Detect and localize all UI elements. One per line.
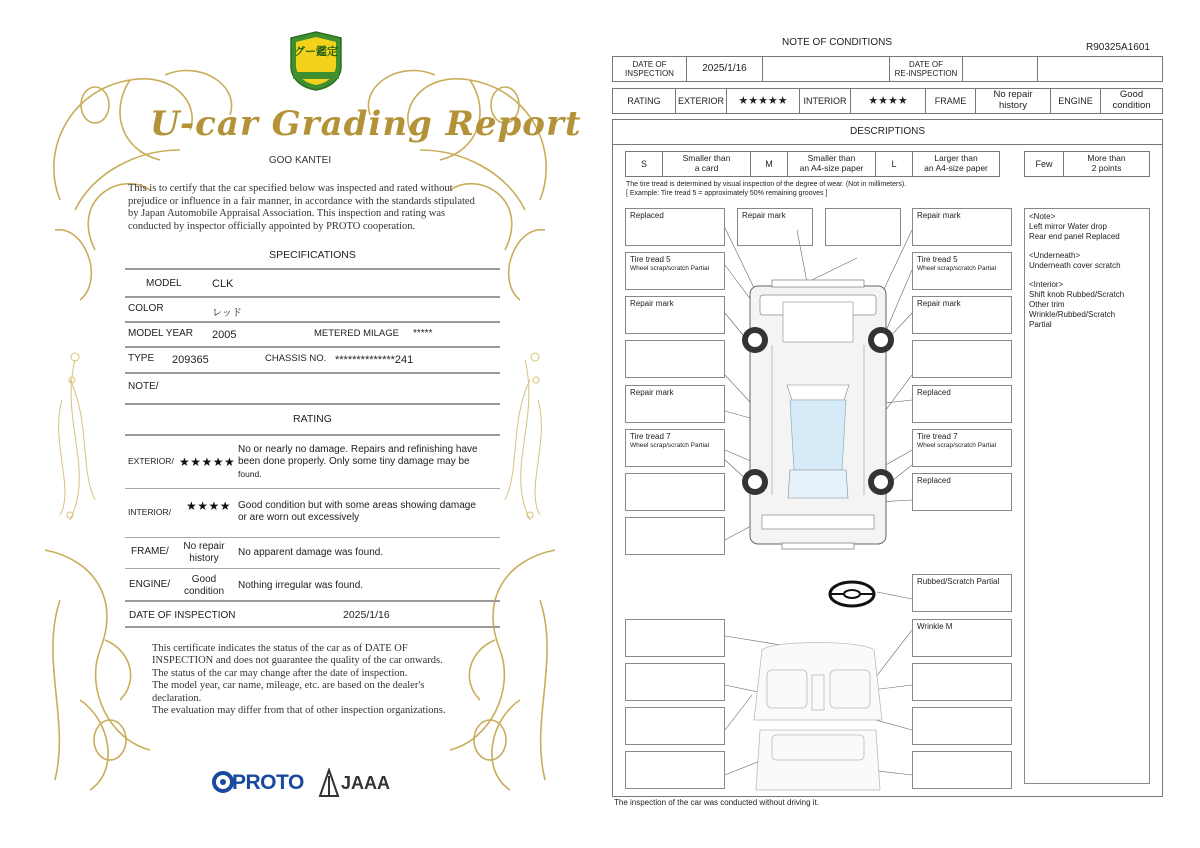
- left-box: [625, 340, 725, 378]
- right-box: Repair mark: [912, 296, 1012, 334]
- legend-l-desc: Larger than an A4-size paper: [912, 151, 1000, 177]
- car-interior-view: [754, 643, 882, 791]
- left-box: Tire tread 5 Wheel scrap/scratch Partial: [625, 252, 725, 290]
- proto-logo: PROTO: [232, 771, 304, 794]
- color-value: レッド: [212, 308, 242, 319]
- interior-label: INTERIOR/: [128, 507, 171, 517]
- exterior-description: No or nearly no damage. Repairs and refinishing have been done properly. Only some tiny damage may be found.: [238, 444, 478, 479]
- jaaa-logo-icon: [318, 768, 340, 798]
- engine-value: Good condition: [1100, 88, 1163, 114]
- divider: [125, 296, 500, 298]
- right-box: Tire tread 7 Wheel scrap/scratch Partial: [912, 429, 1012, 467]
- divider: [125, 488, 500, 489]
- certificate-disclaimer: This certificate indicates the status of the car as of DATE OF INSPECTION and does not guarantee the quality of the car onwards. The status of the car may change after the date of inspection. The model year, car name, mileage, etc. are based on the dealer's declaration. The evaluation may differ from that of other inspection organizations.: [152, 643, 446, 717]
- right-box: [912, 340, 1012, 378]
- note-line: Rear end panel Replaced: [1029, 232, 1120, 241]
- model-year-value: 2005: [212, 329, 237, 341]
- interior-right-box: [912, 663, 1012, 701]
- divider: [125, 372, 500, 374]
- legend-m-desc: Smaller than an A4-size paper: [787, 151, 876, 177]
- divider: [125, 268, 500, 270]
- exterior-stars: ★★★★★: [179, 455, 236, 469]
- conditions-title: NOTE OF CONDITIONS: [782, 37, 892, 48]
- interior-left-box: [625, 663, 725, 701]
- interior-right-box: [912, 707, 1012, 745]
- left-box: Tire tread 7 Wheel scrap/scratch Partial: [625, 429, 725, 467]
- legend-m: M: [750, 151, 788, 177]
- note-line: Other trim: [1029, 300, 1065, 309]
- exterior-stars: ★★★★★: [726, 88, 800, 114]
- note-line: Wrinkle/Rubbed/Scratch: [1029, 310, 1116, 319]
- exterior-label: EXTERIOR: [675, 88, 727, 114]
- divider: [125, 321, 500, 323]
- legend-l: L: [875, 151, 913, 177]
- right-box: Tire tread 5 Wheel scrap/scratch Partial: [912, 252, 1012, 290]
- chassis-value: **************241: [335, 354, 414, 366]
- certificate-title: U-car Grading Report: [150, 104, 582, 144]
- right-box: Replaced: [912, 473, 1012, 511]
- exterior-label: EXTERIOR/: [128, 456, 174, 466]
- date-reinspection-label: DATE OF RE-INSPECTION: [889, 56, 963, 82]
- note-line: Partial: [1029, 320, 1052, 329]
- engine-description: Nothing irregular was found.: [238, 580, 364, 591]
- legend-few-desc: More than 2 points: [1063, 151, 1150, 177]
- frame-description: No apparent damage was found.: [238, 547, 384, 558]
- frame-label: FRAME/: [131, 546, 169, 557]
- legend-s: S: [625, 151, 663, 177]
- legend-few: Few: [1024, 151, 1064, 177]
- interior-stars: ★★★★: [186, 499, 232, 513]
- top-box-repair-mark: Repair mark: [737, 208, 813, 246]
- note-line: Left mirror Water drop: [1029, 222, 1107, 231]
- divider: [125, 626, 500, 628]
- blank-cell: [762, 56, 890, 82]
- left-box: Repair mark: [625, 385, 725, 423]
- reference-number: R90325A1601: [1086, 42, 1150, 53]
- note-line: <Note>: [1029, 212, 1056, 221]
- frame-value: No repair history: [975, 88, 1051, 114]
- right-box: Replaced: [912, 385, 1012, 423]
- interior-left-box: [625, 619, 725, 657]
- left-box: [625, 473, 725, 511]
- engine-value: Good condition: [183, 574, 225, 597]
- certificate-intro: This is to certify that the car specified below was inspected and rated without prejudice or influence in a fair manner, in accordance with the standards stipulated by Japan Automobile Appraisal Association. This inspection and rating was conducted by inspector officially appointed by PROTO cooperation.: [128, 183, 475, 232]
- type-value: 209365: [172, 354, 209, 366]
- steering-note-box: Rubbed/Scratch Partial: [912, 574, 1012, 612]
- divider: [125, 568, 500, 569]
- legend-s-desc: Smaller than a card: [662, 151, 751, 177]
- left-box: [625, 517, 725, 555]
- top-box-blank: [825, 208, 901, 246]
- rating-heading: RATING: [293, 413, 332, 425]
- metered-mileage-value: *****: [413, 328, 433, 339]
- model-value: CLK: [212, 278, 234, 290]
- notes-list: [1029, 212, 1145, 330]
- note-line: Underneath cover scratch: [1029, 261, 1121, 270]
- frame-value: No repair history: [183, 541, 225, 564]
- note-line: [1029, 242, 1145, 251]
- certificate-subtitle: GOO KANTEI: [268, 155, 332, 166]
- type-label: TYPE: [128, 353, 155, 364]
- date-of-inspection-value: 2025/1/16: [343, 609, 390, 621]
- tire-tread-note: The tire tread is determined by visual inspection of the degree of wear. (Not in millimeters). [ Example: Tire tread 5 = approximately 50% remaining grooves ]: [626, 181, 907, 197]
- divider: [125, 346, 500, 348]
- left-box: Replaced: [625, 208, 725, 246]
- conditions-footer: The inspection of the car was conducted without driving it.: [614, 798, 819, 807]
- frame-label: FRAME: [925, 88, 976, 114]
- divider: [125, 434, 500, 436]
- interior-left-box: [625, 751, 725, 789]
- divider: [125, 403, 500, 405]
- divider: [125, 537, 500, 538]
- model-year-label: MODEL YEAR: [128, 328, 194, 339]
- note-line: [1029, 271, 1145, 280]
- blank-cell: [1037, 56, 1163, 82]
- interior-right-box: Wrinkle M: [912, 619, 1012, 657]
- note-line: <Interior>: [1029, 280, 1064, 289]
- interior-right-box: [912, 751, 1012, 789]
- metered-mileage-label: METERED MILAGE: [314, 328, 399, 339]
- badge-text: グー鑑定: [294, 46, 338, 58]
- left-box: Repair mark: [625, 296, 725, 334]
- color-label: COLOR: [128, 303, 164, 314]
- steering-wheel-icon: [830, 582, 874, 606]
- interior-left-box: [625, 707, 725, 745]
- interior-label: INTERIOR: [799, 88, 851, 114]
- note-line: Shift knob Rubbed/Scratch: [1029, 290, 1125, 299]
- jaaa-logo: JAAA: [341, 773, 391, 793]
- note-line: <Underneath>: [1029, 251, 1081, 260]
- date-reinspection-value: [962, 56, 1038, 82]
- date-inspection-value: 2025/1/16: [686, 56, 763, 82]
- specifications-heading: SPECIFICATIONS: [269, 249, 356, 261]
- descriptions-heading: DESCRIPTIONS: [612, 119, 1163, 145]
- note-label: NOTE/: [128, 381, 159, 392]
- notes-box: [1024, 208, 1150, 784]
- interior-description: Good condition but with some areas showing damage or are worn out excessively: [238, 500, 476, 523]
- rating-label: RATING: [612, 88, 676, 114]
- engine-label: ENGINE/: [129, 579, 171, 590]
- chassis-label: CHASSIS NO.: [265, 353, 327, 364]
- car-top-view: [742, 280, 894, 549]
- interior-stars: ★★★★: [850, 88, 926, 114]
- right-box: Repair mark: [912, 208, 1012, 246]
- divider: [125, 600, 500, 602]
- engine-label: ENGINE: [1050, 88, 1101, 114]
- date-of-inspection-label: DATE OF INSPECTION: [129, 610, 236, 621]
- date-inspection-label: DATE OF INSPECTION: [612, 56, 687, 82]
- model-label: MODEL: [146, 278, 182, 289]
- goo-kantei-badge: [287, 30, 345, 92]
